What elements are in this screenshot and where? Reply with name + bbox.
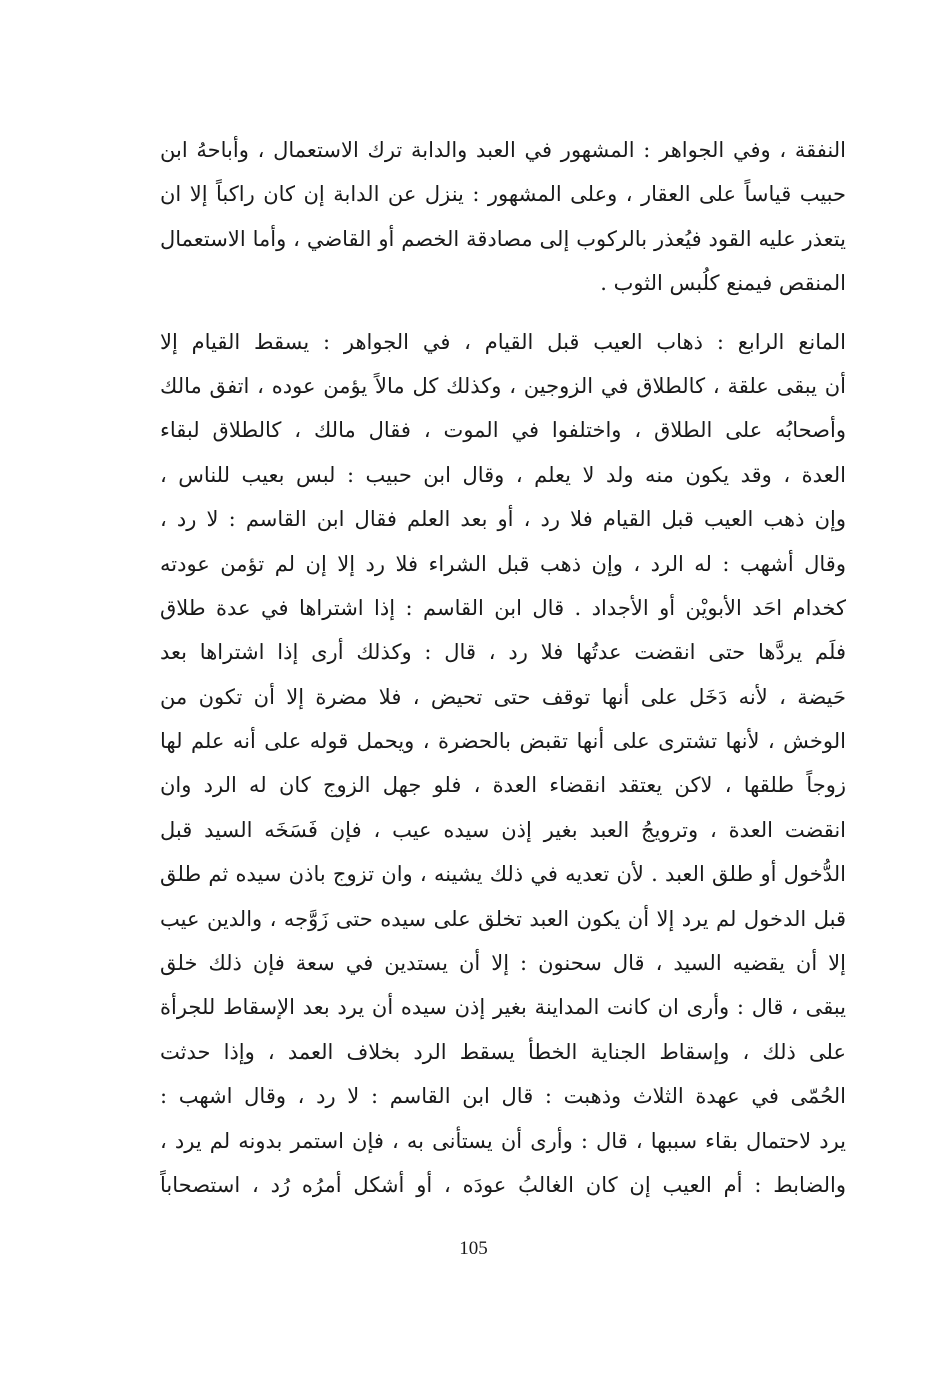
- page-number: 105: [459, 1238, 488, 1259]
- text-line: يبقى ، قال : وأرى ان كانت المداينة بغير إذن سيده أن يرد بعد الإسقاط للجرأة: [160, 995, 846, 1020]
- text-line: المنقص فيمنع كلُبس الثوب .: [600, 271, 846, 296]
- text-line: انقضت العدة ، وترويجُ العبد بغير إذن سيده عيب ، فإن فَسَخَه السيد قبل: [160, 817, 846, 842]
- text-line: الوخش ، لأنها تشترى على أنها تقبض بالحضرة ، ويحمل قوله على أنه علم لها: [160, 729, 846, 754]
- text-line: يتعذر عليه القود فيُعذر بالركوب إلى مصادقة الخصم أو القاضي ، وأما الاستعمال: [160, 226, 846, 251]
- text-line: أن يبقى علقة ، كالطلاق في الزوجين ، وكذلك كل مالاً يؤمن عوده ، اتفق مالك: [160, 373, 846, 398]
- text-line: وإن ذهب العيب قبل القيام فلا رد ، أو بعد العلم فقال ابن القاسم : لا رد ،: [160, 507, 846, 532]
- text-line: حبيب قياساً على العقار ، وعلى المشهور : ينزل عن الدابة إن كان راكباً إلا ان: [160, 182, 846, 207]
- body-text: [160, 128, 846, 1207]
- text-line: على ذلك ، وإسقاط الجناية الخطأ يسقط الرد بخلاف العمد ، وإذا حدثت: [160, 1039, 846, 1064]
- text-line: العدة ، وقد يكون منه ولد لا يعلم ، وقال ابن حبيب : لبس بعيب للناس ،: [160, 462, 846, 487]
- text-line: فلَم يردَّها حتى انقضت عدتُها فلا رد ، قال : وكذلك أرى إذا اشتراها بعد: [160, 640, 846, 665]
- text-line: يرد لاحتمال بقاء سببها ، قال : وأرى أن يستأنى به ، فإن استمر بدونه لم يرد ،: [160, 1128, 846, 1153]
- paragraph-1: [160, 128, 846, 306]
- text-line: والضابط : أم العيب إن كان الغالبُ عودَه ، أو أشكل أمرُه رُد ، استصحاباً: [160, 1172, 846, 1197]
- text-line: الدُّخول أو طلق العبد . لأن تعديه في ذلك يشينه ، وان تزوج باذن سيده ثم طلق: [160, 862, 846, 887]
- text-line: وقال أشهب : له الرد ، وإن ذهب قبل الشراء فلا رد إلا إن لم تؤمن عودته: [160, 551, 846, 576]
- text-line: كخدام احَد الأبويْن أو الأجداد . قال ابن القاسم : إذا اشتراها في عدة طلاق: [160, 595, 846, 620]
- paragraph-gap: [160, 306, 846, 320]
- text-line: حَيضة ، لأنه دَخَل على أنها توقف حتى تحيض ، فلا مضرة إلا أن تكون من: [160, 684, 846, 709]
- text-line: وأصحابُه على الطلاق ، واختلفوا في الموت ، فقال مالك ، كالطلاق لبقاء: [160, 418, 846, 443]
- paragraph-2: [160, 320, 846, 1208]
- text-line: الحُمّى في عهدة الثلاث وذهبت : قال ابن القاسم : لا رد ، وقال اشهب :: [160, 1084, 846, 1109]
- text-line: زوجاً طلقها ، لاكن يعتقد انقضاء العدة ، فلو جهل الزوج كان له الرد وان: [160, 773, 846, 798]
- text-line: المانع الرابع : ذهاب العيب قبل القيام ، في الجواهر : يسقط القيام إلا: [160, 329, 846, 354]
- text-line: قبل الدخول لم يرد إلا أن يكون العبد تخلق على سيده حتى زَوَّجه ، والدين عيب: [160, 906, 846, 931]
- text-line: النفقة ، وفي الجواهر : المشهور في العبد والدابة ترك الاستعمال ، وأباحهُ ابن: [160, 138, 846, 162]
- text-line: إلا أن يقضيه السيد ، قال سحنون : إلا أن يستدين في سعة فإن ذلك خلق: [160, 951, 846, 976]
